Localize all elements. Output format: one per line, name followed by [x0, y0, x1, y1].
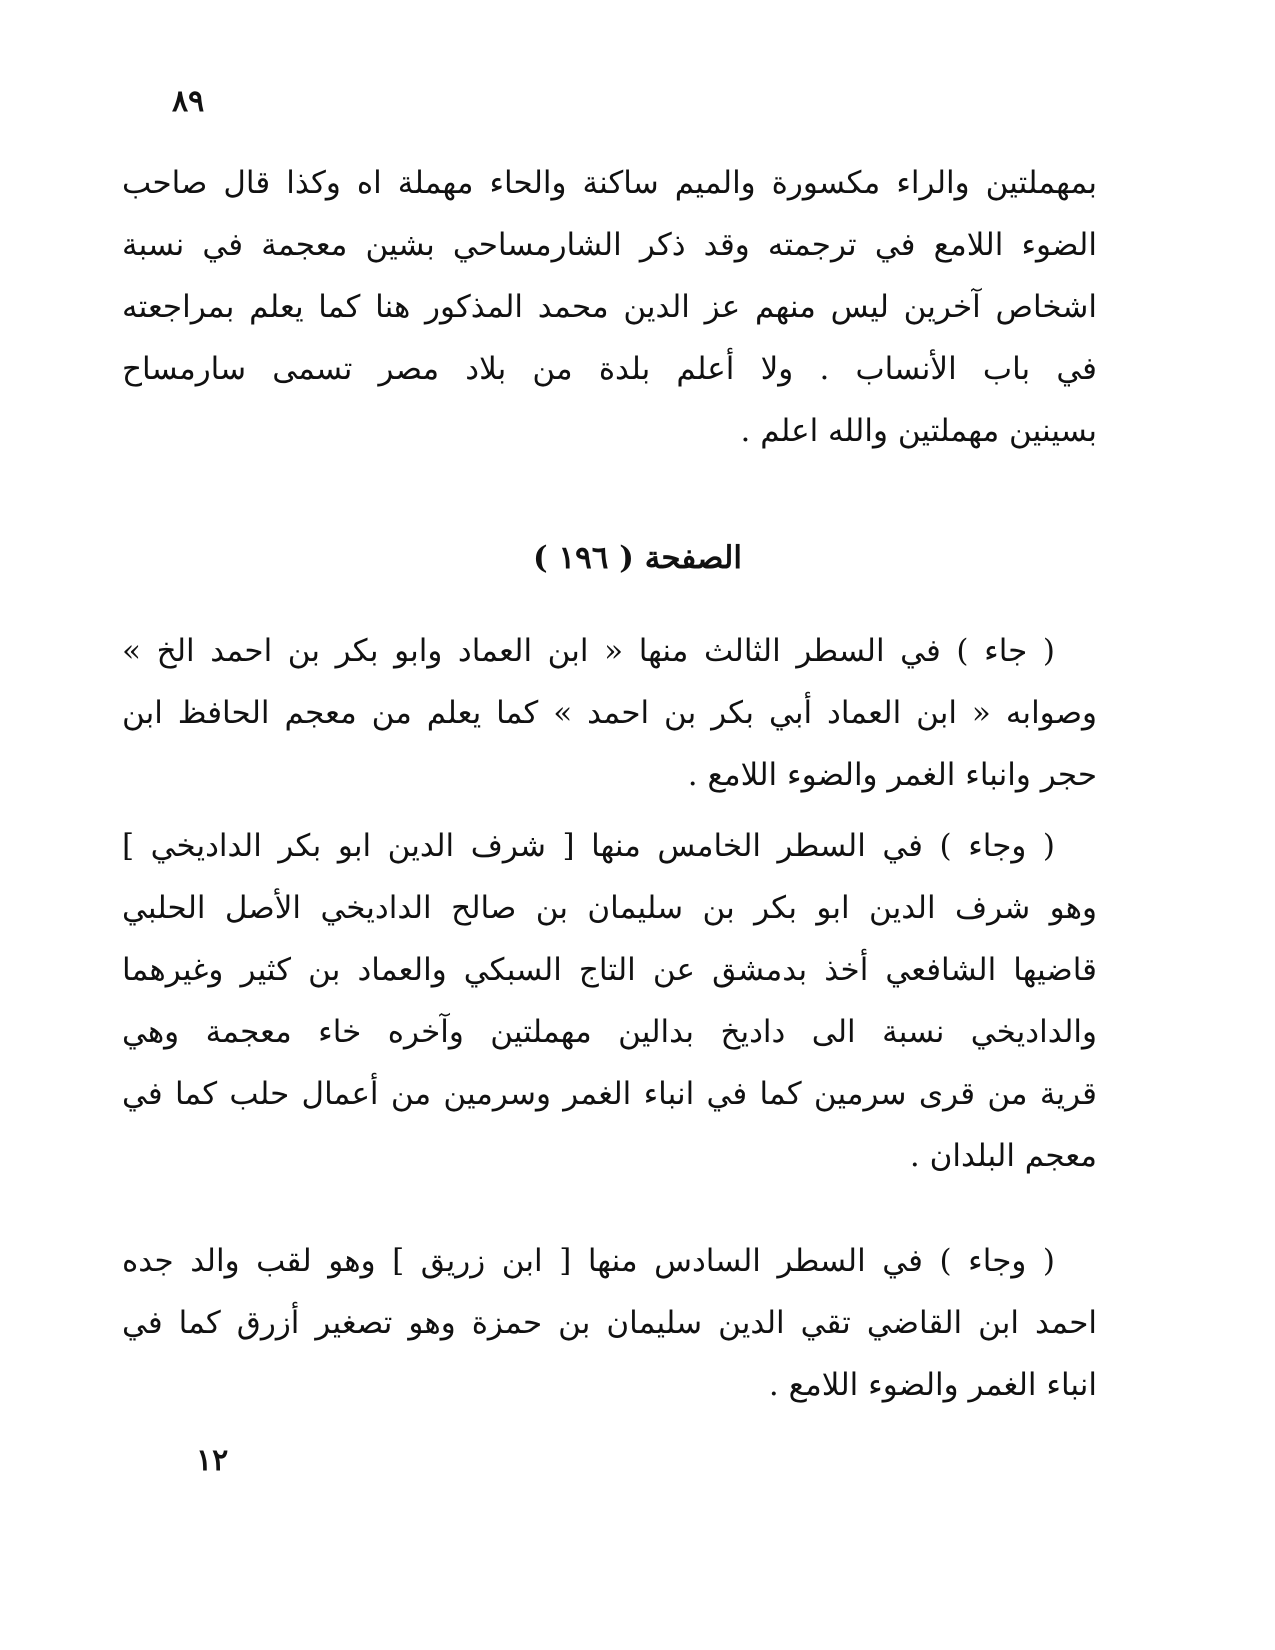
text-line: معجم البلدان .	[909, 1138, 1097, 1174]
text-line: ( جاء ) في السطر الثالث منها « ابن العماد وابو بكر بن احمد الخ »	[122, 633, 1055, 669]
text-line: الضوء اللامع في ترجمته وقد ذكر الشارمساحي بشين معجمة في نسبة	[122, 227, 1097, 263]
text-line: قاضيها الشافعي أخذ بدمشق عن التاج السبكي والعماد بن كثير وغيرهما	[122, 952, 1097, 988]
text-line: وهو شرف الدين ابو بكر بن سليمان بن صالح الداديخي الأصل الحلبي	[122, 890, 1097, 926]
text-line: والداديخي نسبة الى داديخ بدالين مهملتين وآخره خاء معجمة وهي	[122, 1014, 1097, 1050]
signature-mark: ١٢	[196, 1443, 229, 1478]
paragraph-ibn-al-imad	[122, 620, 1097, 806]
text-line: بمهملتين والراء مكسورة والميم ساكنة والحاء مهملة اه وكذا قال صاحب	[122, 165, 1097, 201]
text-line: في باب الأنساب . ولا أعلم بلدة من بلاد مصر تسمى سارمساح	[122, 351, 1097, 387]
text-line: ( وجاء ) في السطر الخامس منها [ شرف الدين ابو بكر الداديخي ]	[122, 828, 1055, 864]
paragraph-dadikhi	[122, 815, 1097, 1187]
text-line: حجر وانباء الغمر والضوء اللامع .	[687, 757, 1097, 793]
text-line: احمد ابن القاضي تقي الدين سليمان بن حمزة وهو تصغير أزرق كما في	[122, 1305, 1097, 1341]
paragraph-ibn-zurayq	[122, 1230, 1097, 1416]
section-heading: الصفحة ( ١٩٦ )	[533, 540, 742, 576]
page-number: ٨٩	[172, 84, 205, 119]
text-line: اشخاص آخرين ليس منهم عز الدين محمد المذكور هنا كما يعلم بمراجعته	[122, 289, 1097, 325]
text-line: وصوابه « ابن العماد أبي بكر بن احمد » كما يعلم من معجم الحافظ ابن	[122, 695, 1097, 731]
text-line: انباء الغمر والضوء اللامع .	[768, 1367, 1097, 1403]
paragraph-continuation	[122, 152, 1097, 462]
text-line: بسينين مهملتين والله اعلم .	[740, 413, 1097, 449]
text-line: قرية من قرى سرمين كما في انباء الغمر وسرمين من أعمال حلب كما في	[122, 1076, 1097, 1112]
text-line: ( وجاء ) في السطر السادس منها [ ابن زريق ] وهو لقب والد جده	[122, 1243, 1055, 1279]
